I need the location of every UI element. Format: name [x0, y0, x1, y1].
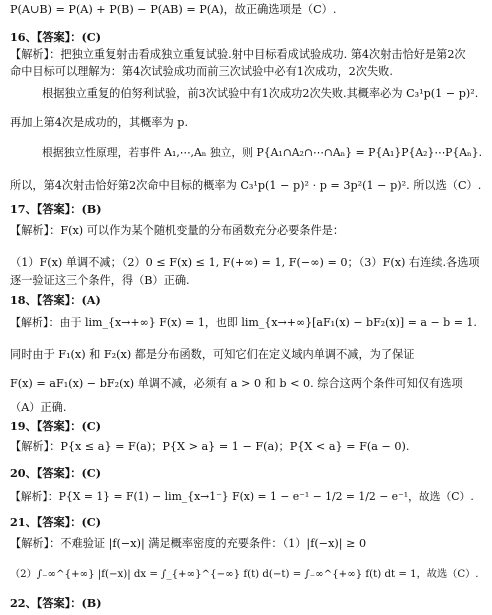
explanation-16-line-3: 根据独立重复的伯努利试验，前3次试验中有1次成功2次失败.其概率必为 C₃¹p(1 − p)². — [42, 87, 479, 100]
answer-19: 19、【答案】：(C) — [10, 419, 101, 433]
explanation-18-line-1: 【解析】：由于 lim_{x→+∞} F(x) = 1，也即 lim_{x→+∞}[aF₁(x) − bF₂(x)] = a − b = 1. — [10, 316, 477, 329]
explanation-16-line-2: 命中目标可以理解为：第4次试验成功而前三次试验中必有1次成功，2次失败. — [10, 65, 393, 78]
answer-20: 20、【答案】：(C) — [10, 466, 101, 480]
explanation-18-line-4: （A）正确. — [10, 401, 67, 414]
text-line-1: P(A∪B) = P(A) + P(B) − P(AB) = P(A)，故正确选项是（C）. — [10, 3, 337, 16]
explanation-18-line-2: 同时由于 F₁(x) 和 F₂(x) 都是分布函数，可知它们在定义域内单调不减，为了保证 — [10, 348, 415, 361]
explanation-21-line-2: （2）∫₋∞^{+∞} |f(−x)| dx = ∫_{+∞}^{−∞} f(t) d(−t) = ∫₋∞^{+∞} f(t) dt = 1，故选（C）. — [10, 569, 479, 580]
explanation-17-line-1: 【解析】：F(x) 可以作为某个随机变量的分布函数充分必要条件是： — [10, 224, 345, 237]
explanation-19: 【解析】：P{x ≤ a} = F(a)；P{X > a} = 1 − F(a)；P{X < a} = F(a − 0). — [10, 440, 410, 453]
explanation-20: 【解析】：P{X = 1} = F(1) − lim_{x→1⁻} F(x) = 1 − e⁻¹ − 1/2 = 1/2 − e⁻¹，故选（C）. — [10, 490, 474, 503]
answer-18: 18、【答案】：(A) — [10, 293, 101, 307]
explanation-16-line-6: 所以，第4次射击恰好第2次命中目标的概率为 C₃¹p(1 − p)² · p = 3p²(1 − p)². 所以选（C）. — [10, 179, 482, 192]
explanation-16-line-5: 根据独立性原理，若事件 A₁,⋯,Aₙ 独立，则 P{A₁∩A₂∩⋯∩Aₙ} = P{A₁}P{A₂}⋯P{Aₙ}. — [42, 146, 483, 159]
answer-17: 17、【答案】：(B) — [10, 202, 102, 216]
explanation-21-line-1: 【解析】：不难验证 |f(−x)| 满足概率密度的充要条件：（1）|f(−x)| ≥ 0 — [10, 537, 367, 550]
explanation-16-line-4: 再加上第4次是成功的，其概率为 p. — [10, 116, 189, 129]
explanation-18-line-3: F(x) = aF₁(x) − bF₂(x) 单调不减，必须有 a > 0 和 b < 0. 综合这两个条件可知仅有选项 — [10, 377, 463, 390]
explanation-17-line-2: （1）F(x) 单调不减；（2）0 ≤ F(x) ≤ 1, F(+∞) = 1, F(−∞) = 0；（3）F(x) 右连续.各选项 — [10, 256, 480, 269]
answer-21: 21、【答案】：(C) — [10, 515, 101, 529]
explanation-17-line-3: 逐一验证这三个条件，得（B）正确. — [10, 274, 190, 287]
explanation-16-line-1: 【解析】：把独立重复射击看成独立重复试验.射中目标看成试验成功. 第4次射击恰好是第2次 — [10, 48, 466, 61]
answer-22: 22、【答案】：(B) — [10, 596, 102, 610]
answer-16: 16、【答案】：(C) — [10, 30, 101, 44]
